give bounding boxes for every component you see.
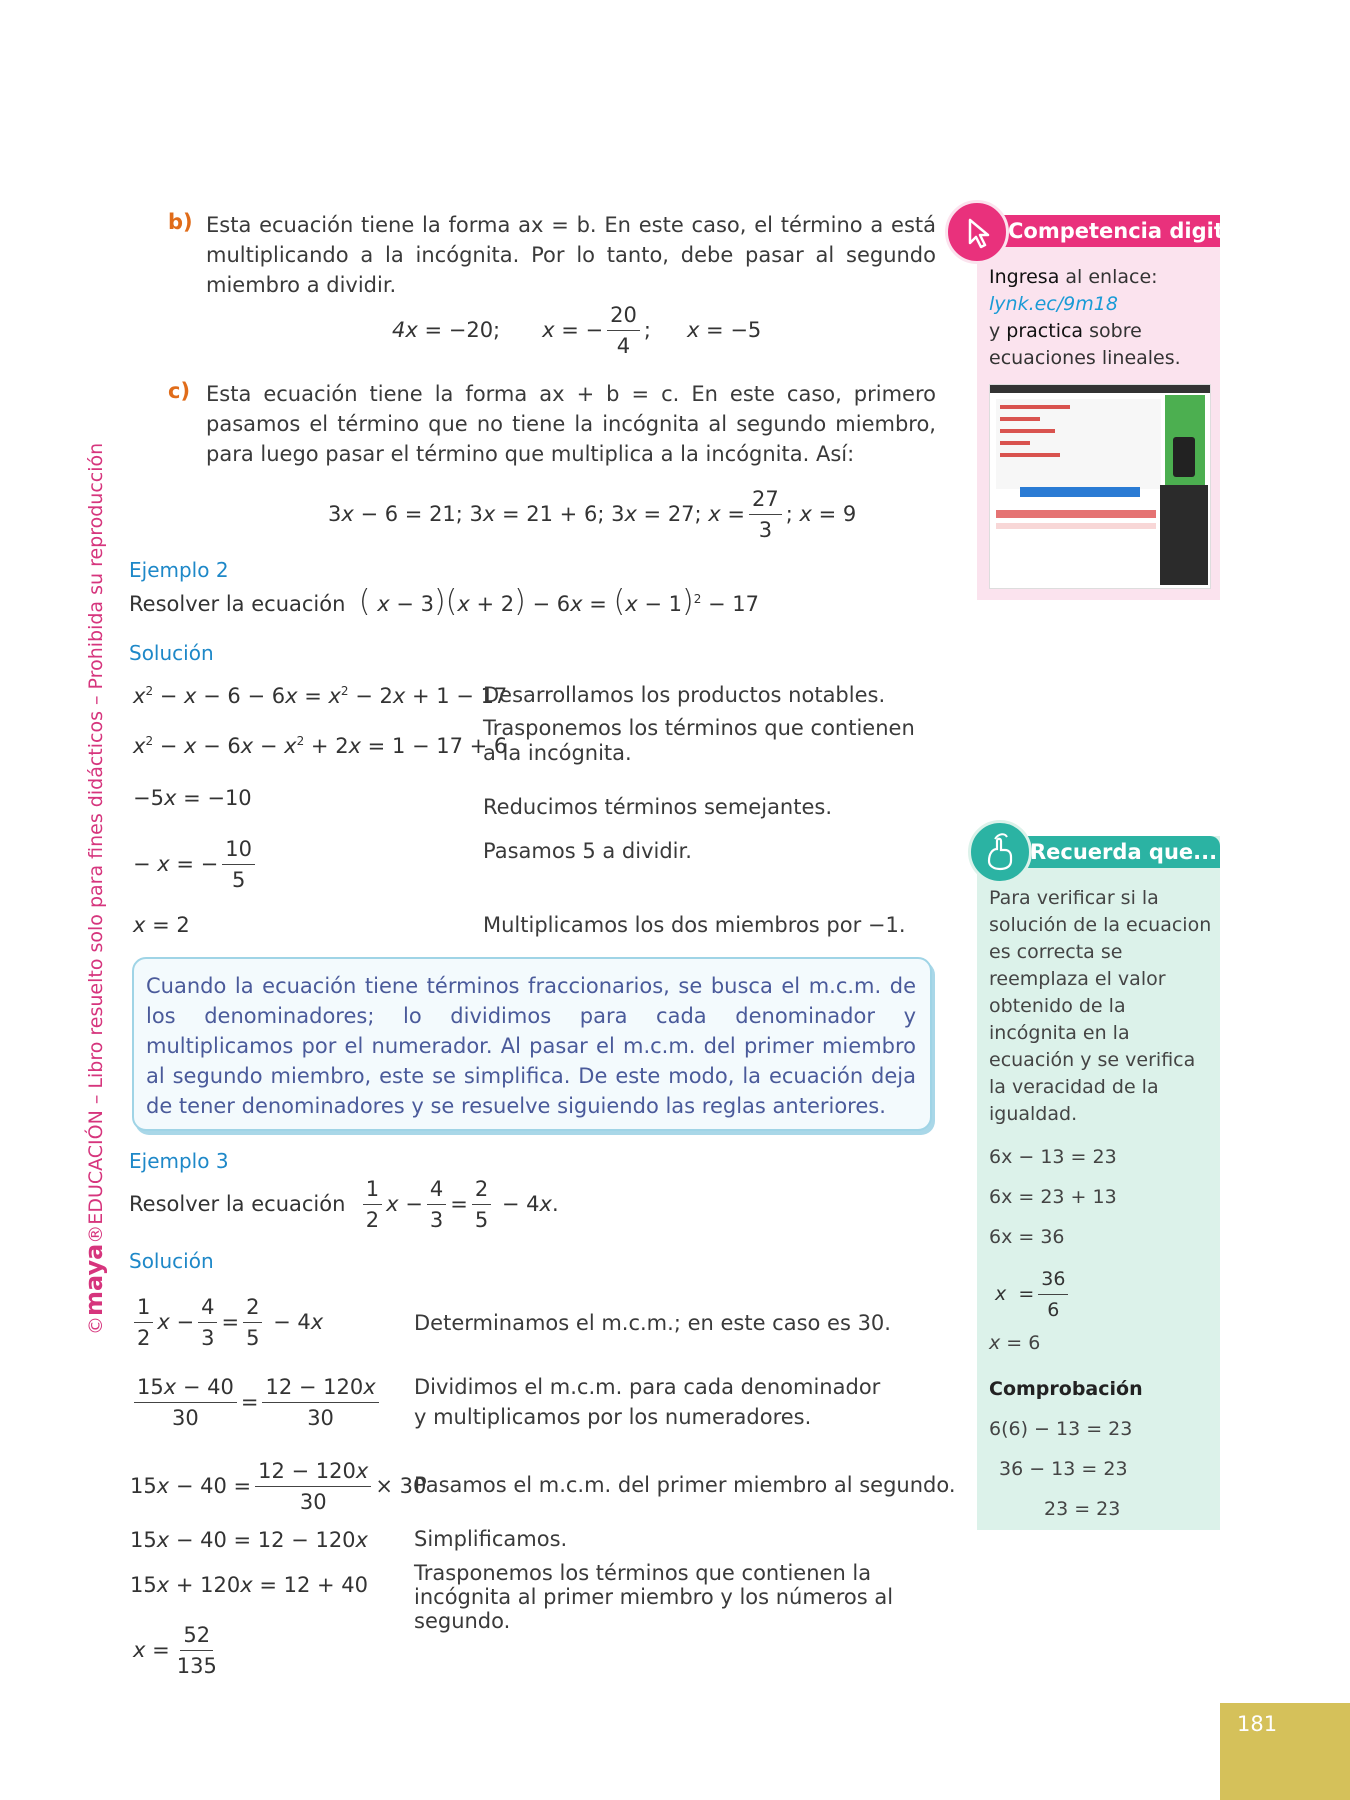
e3-step1-text: Determinamos el m.c.m.; en este caso es 30. bbox=[414, 1311, 891, 1335]
e3-step5-text: Trasponemos los términos que contienen la incógnita al primer miembro y los números al segundo. bbox=[414, 1561, 894, 1633]
e2-step5-text: Multiplicamos los dos miembros por −1. bbox=[483, 913, 906, 937]
recuerda-result: x = 6 bbox=[989, 1332, 1041, 1354]
competencia-link[interactable]: lynk.ec/9m18 bbox=[989, 293, 1118, 315]
ejemplo-2-statement: Resolver la ecuación ( $x - 3)(x + 2) - 6x = (x - 1)^2 - 17$ bbox=[129, 584, 760, 619]
equation-c: 3x − 6 = 21; 3x = 21 + 6; 3x = 27; x = $\frac{27}{3}$ ; x = 9 bbox=[328, 486, 857, 542]
check-line-3: 23 = 23 bbox=[1044, 1498, 1121, 1520]
part-c-text: Esta ecuación tiene la forma ax + b = c. En este caso, primero pasamos el término que no tiene la incógnita al segundo miembro, para luego pasar el término que multiplica a la incógnita. Así: bbox=[206, 382, 936, 466]
website-screenshot-thumbnail bbox=[989, 384, 1211, 589]
e2-step4-text: Pasamos 5 a dividir. bbox=[483, 839, 692, 863]
e3-step3-text: Pasamos el m.c.m. del primer miembro al segundo. bbox=[414, 1473, 956, 1497]
info-note-text: Cuando la ecuación tiene términos fraccionarios, se busca el m.c.m. de los denominadores; lo dividimos para cada denominador y multiplicamos por el numerador. Al pasar el m.c.m. del primer miembro al segundo miembro, este se simplifica. De este modo, la ecuación deja de tener denominadores y se resuelve siguiendo las reglas anteriores. bbox=[146, 974, 916, 1118]
ejemplo-2-solucion: Solución bbox=[129, 641, 214, 665]
e2-step3-text: Reducimos términos semejantes. bbox=[483, 795, 833, 819]
e2-step2-text: Trasponemos los términos que contienen a la incógnita. bbox=[483, 716, 915, 765]
e2-step3-math: −5x = −10 bbox=[133, 786, 252, 810]
info-note bbox=[132, 957, 932, 1131]
e2-step1-math: $x^2 - x - 6 - 6x = x^2 - 2x + 1 - 17$ bbox=[133, 684, 508, 708]
ejemplo-2-title: Ejemplo 2 bbox=[129, 558, 229, 582]
ejemplo-3-title: Ejemplo 3 bbox=[129, 1149, 229, 1173]
equation-b: 4x = −20; x = − $\frac{20}{4}$ ; x = −5 bbox=[392, 302, 762, 358]
recuerda-line-2: 6x = 23 + 13 bbox=[989, 1186, 1117, 1208]
check-line-1: 6(6) − 13 = 23 bbox=[989, 1418, 1133, 1440]
cursor-icon bbox=[945, 200, 1009, 264]
recuerda-line-1: 6x − 13 = 23 bbox=[989, 1146, 1117, 1168]
recuerda-text: Para verificar si la solución de la ecuacion es correcta se reemplaza el valor obtenido de la incógnita en la ecuación y se verifica la veracidad de la igualdad. bbox=[989, 887, 1212, 1125]
e3-step2-text: Dividimos el m.c.m. para cada denominador y multiplicamos por los numeradores. bbox=[414, 1375, 881, 1429]
e2-step1-text: Desarrollamos los productos notables. bbox=[483, 683, 886, 707]
finger-string-icon bbox=[968, 820, 1032, 884]
recuerda-title: Recuerda que... bbox=[1030, 840, 1218, 864]
check-line-2: 36 − 13 = 23 bbox=[999, 1458, 1128, 1480]
ejemplo-3-solucion: Solución bbox=[129, 1249, 214, 1273]
competencia-digital-title: Competencia digital bbox=[1008, 219, 1246, 243]
part-c-label: c) bbox=[168, 379, 191, 403]
e3-step3-math: 15x − 40 = $\frac{12 - 120x}{30}$ × 30 bbox=[130, 1458, 427, 1514]
recuerda-line-3: 6x = 36 bbox=[989, 1226, 1065, 1248]
competencia-digital-text: Ingresa al enlace: lynk.ec/9m18 y practica sobre ecuaciones lineales. bbox=[989, 264, 1214, 372]
ejemplo-3-statement: Resolver la ecuación $\frac{1}{2}$ x − $\frac{4}{3}$ = $\frac{2}{5}$ − 4 x . bbox=[129, 1176, 559, 1232]
e2-step5-math: x = 2 bbox=[133, 913, 190, 937]
e3-step2-math: $\frac{15x - 40}{30}$ = $\frac{12 - 120x}{30}$ bbox=[130, 1370, 383, 1434]
e3-result-math: x = $\frac{52}{135}$ bbox=[133, 1622, 217, 1678]
part-b-label: b) bbox=[168, 210, 193, 234]
e3-step1-math: $\frac{1}{2}$ x − $\frac{4}{3}$ = $\frac{2}{5}$ − 4 x bbox=[130, 1290, 323, 1354]
recuerda-fraction: x = $\frac{36}{6}$ bbox=[995, 1262, 1072, 1326]
side-watermark: ©maya®EDUCACIÓN – Libro resuelto solo para fines didácticos – Prohibida su reproducción bbox=[80, 442, 108, 1335]
comprobacion-title: Comprobación bbox=[989, 1378, 1143, 1400]
e3-step5-math: 15x + 120x = 12 + 40 bbox=[130, 1573, 368, 1597]
part-b-text: Esta ecuación tiene la forma ax = b. En este caso, el término a está multiplicando a la incógnita. Por lo tanto, debe pasar al segundo miembro a dividir. bbox=[206, 213, 936, 297]
e2-step2-math: $x^2 - x - 6x - x^2 + 2x = 1 - 17 + 6$ bbox=[133, 734, 508, 758]
e2-step4-math: − x = − $\frac{10}{5}$ bbox=[133, 832, 259, 896]
page-number: 181 bbox=[1237, 1712, 1278, 1736]
e3-step4-text: Simplificamos. bbox=[414, 1527, 568, 1551]
e3-step4-math: 15x − 40 = 12 − 120x bbox=[130, 1528, 368, 1552]
